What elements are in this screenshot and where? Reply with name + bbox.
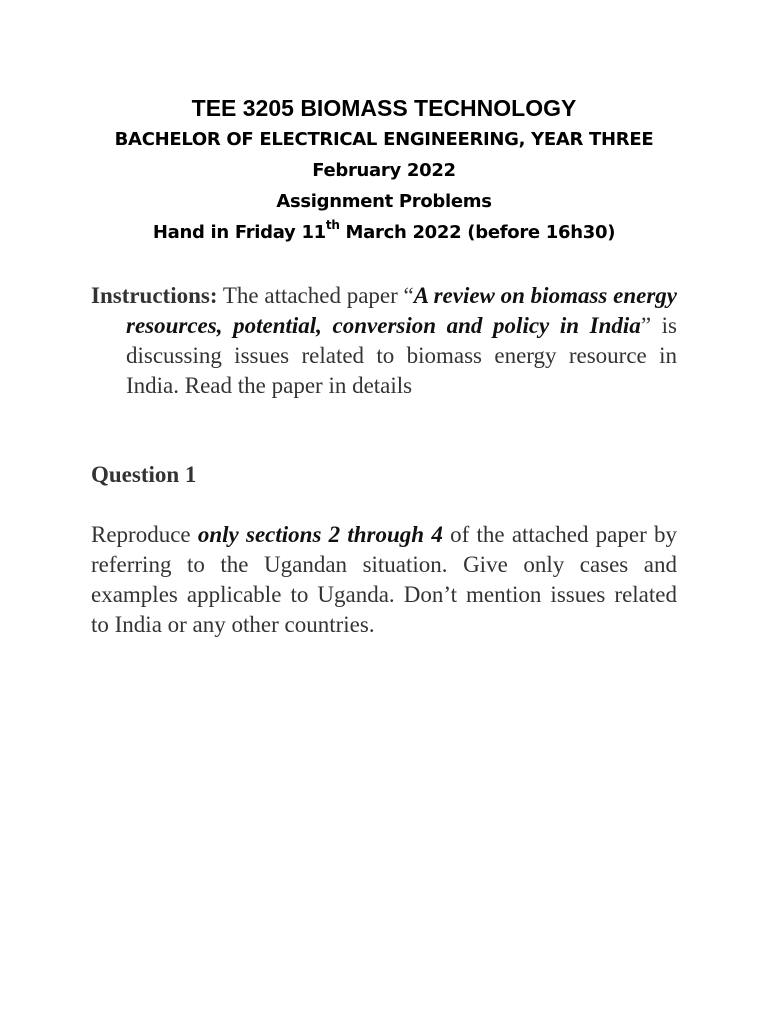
question-text-before: Reproduce <box>91 522 198 547</box>
deadline-suffix: March 2022 (before 16h30) <box>339 222 616 243</box>
question-paragraph <box>91 520 677 640</box>
paper-title: A review on biomass energy resources, potential, conversion and policy in India <box>126 283 677 338</box>
course-title: TEE 3205 BIOMASS TECHNOLOGY <box>191 95 577 121</box>
instructions-block <box>91 281 677 401</box>
question-body <box>91 520 677 640</box>
instructions-label: Instructions: <box>91 283 218 308</box>
instructions-text-before: The attached paper “ <box>217 283 414 308</box>
document-header <box>0 92 768 248</box>
deadline-prefix: Hand in Friday 11 <box>152 222 326 243</box>
deadline-superscript: th <box>325 218 340 232</box>
instructions-paragraph <box>91 281 677 401</box>
question-heading: Question 1 <box>91 462 197 487</box>
question-text-after: of the attached paper by referring to the Ugandan situation. Give only cases and examples applicable to Uganda. Don’t mention issues related to India or any other countries. <box>91 522 677 637</box>
deadline-line <box>0 217 768 248</box>
document-type: Assignment Problems <box>276 191 492 212</box>
program-line: BACHELOR OF ELECTRICAL ENGINEERING, YEAR THREE <box>114 129 654 150</box>
instructions-text-after: ” is discussing issues related to biomass energy resource in India. Read the paper in details <box>126 313 677 398</box>
date-line: February 2022 <box>312 160 456 181</box>
question-emphasis: only sections 2 through 4 <box>197 522 443 547</box>
